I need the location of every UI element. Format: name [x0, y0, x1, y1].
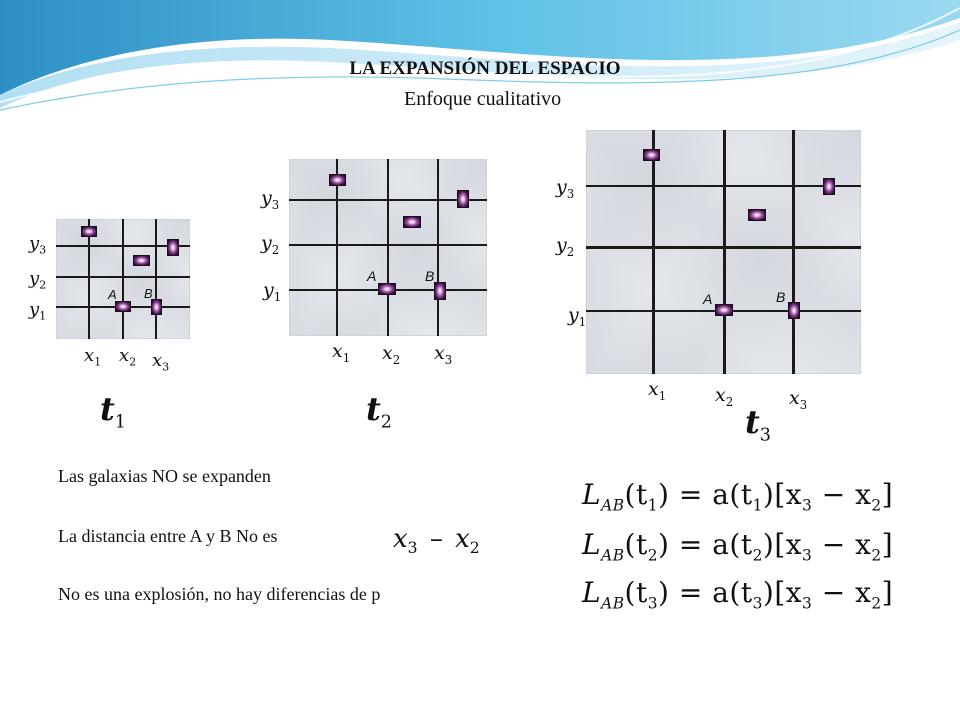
galaxy-b-icon	[151, 299, 162, 315]
x-axis-label-1: $x_1$	[84, 345, 102, 369]
equation-t2: $L_{AB}(t_2) = a(t_2)[x_3 - x_2]$	[582, 528, 894, 565]
galaxy-icon	[643, 149, 660, 161]
x-axis-label-3: $x_3$	[434, 342, 453, 367]
grid-line-horizontal	[586, 185, 861, 187]
point-label-b: B	[144, 286, 153, 301]
y-axis-label-1: $y_1$	[29, 299, 47, 323]
statement-not-explosion: No es una explosión, no hay diferencias de p	[58, 584, 381, 604]
x-axis-label-3: $x_3$	[152, 350, 170, 374]
grid-line-vertical	[652, 130, 655, 374]
grid-line-vertical	[155, 219, 157, 339]
time-label-t3: $t_3$	[745, 403, 771, 446]
point-label-a: A	[703, 291, 713, 307]
grid-line-horizontal	[289, 244, 487, 246]
equation-t1: $L_{AB}(t_1) = a(t_1)[x_3 - x_2]$	[582, 478, 894, 515]
galaxy-icon	[329, 174, 346, 186]
y-axis-label-3: $y_3$	[29, 233, 47, 257]
y-axis-label-2: $y_2$	[556, 234, 575, 259]
marble-grid-t3	[586, 130, 861, 374]
y-axis-label-1: $y_1$	[568, 304, 587, 329]
galaxy-a-icon	[715, 304, 733, 316]
y-axis-label-2: $y_2$	[261, 232, 280, 257]
galaxy-a-icon	[378, 283, 396, 295]
y-axis-label-1: $y_1$	[263, 279, 282, 304]
galaxy-a-icon	[115, 301, 131, 312]
grid-line-vertical	[122, 219, 124, 339]
statement-galaxies-not-expanding: Las galaxias NO se expanden	[58, 466, 271, 486]
galaxy-icon	[403, 216, 421, 228]
y-axis-label-2: $y_2$	[29, 268, 47, 292]
galaxy-b-icon	[788, 302, 800, 319]
point-label-a: A	[367, 268, 377, 284]
y-axis-label-3: $y_3$	[261, 187, 280, 212]
point-label-a: A	[108, 287, 117, 302]
x-axis-label-2: $x_2$	[119, 345, 137, 369]
x-axis-label-2: $x_2$	[382, 342, 401, 367]
point-label-b: B	[776, 289, 786, 305]
x-axis-label-1: $x_1$	[648, 378, 667, 403]
point-label-b: B	[425, 268, 435, 284]
statement-distance-ab: La distancia entre A y B No es	[58, 526, 278, 546]
grid-line-vertical	[437, 159, 439, 336]
x-axis-label-3: $x_3$	[789, 387, 808, 412]
x-axis-label-1: $x_1$	[332, 340, 351, 365]
grid-line-vertical	[387, 159, 389, 336]
grid-line-horizontal	[586, 246, 861, 249]
x-axis-label-2: $x_2$	[715, 384, 734, 409]
galaxy-icon	[748, 209, 766, 221]
marble-grid-t2	[289, 159, 487, 336]
galaxy-icon	[133, 255, 150, 266]
grid-line-vertical	[792, 130, 795, 374]
time-label-t2: $t_2$	[366, 390, 392, 433]
galaxy-icon	[167, 239, 179, 256]
difference-expression: $x_3 - x_2$	[393, 524, 480, 558]
equation-t3: $L_{AB}(t_3) = a(t_3)[x_3 - x_2]$	[582, 576, 894, 613]
grid-line-vertical	[723, 130, 726, 374]
marble-grid-t1	[56, 219, 190, 339]
galaxy-b-icon	[434, 282, 446, 300]
galaxy-icon	[457, 190, 469, 208]
y-axis-label-3: $y_3$	[556, 176, 575, 201]
slide-title: LA EXPANSIÓN DEL ESPACIO	[349, 58, 621, 79]
galaxy-icon	[823, 178, 835, 195]
galaxy-icon	[81, 226, 97, 237]
time-label-t1: $t_1$	[100, 390, 126, 433]
grid-line-horizontal	[56, 276, 190, 278]
grid-line-vertical	[88, 219, 90, 339]
slide-subtitle: Enfoque cualitativo	[404, 88, 562, 110]
